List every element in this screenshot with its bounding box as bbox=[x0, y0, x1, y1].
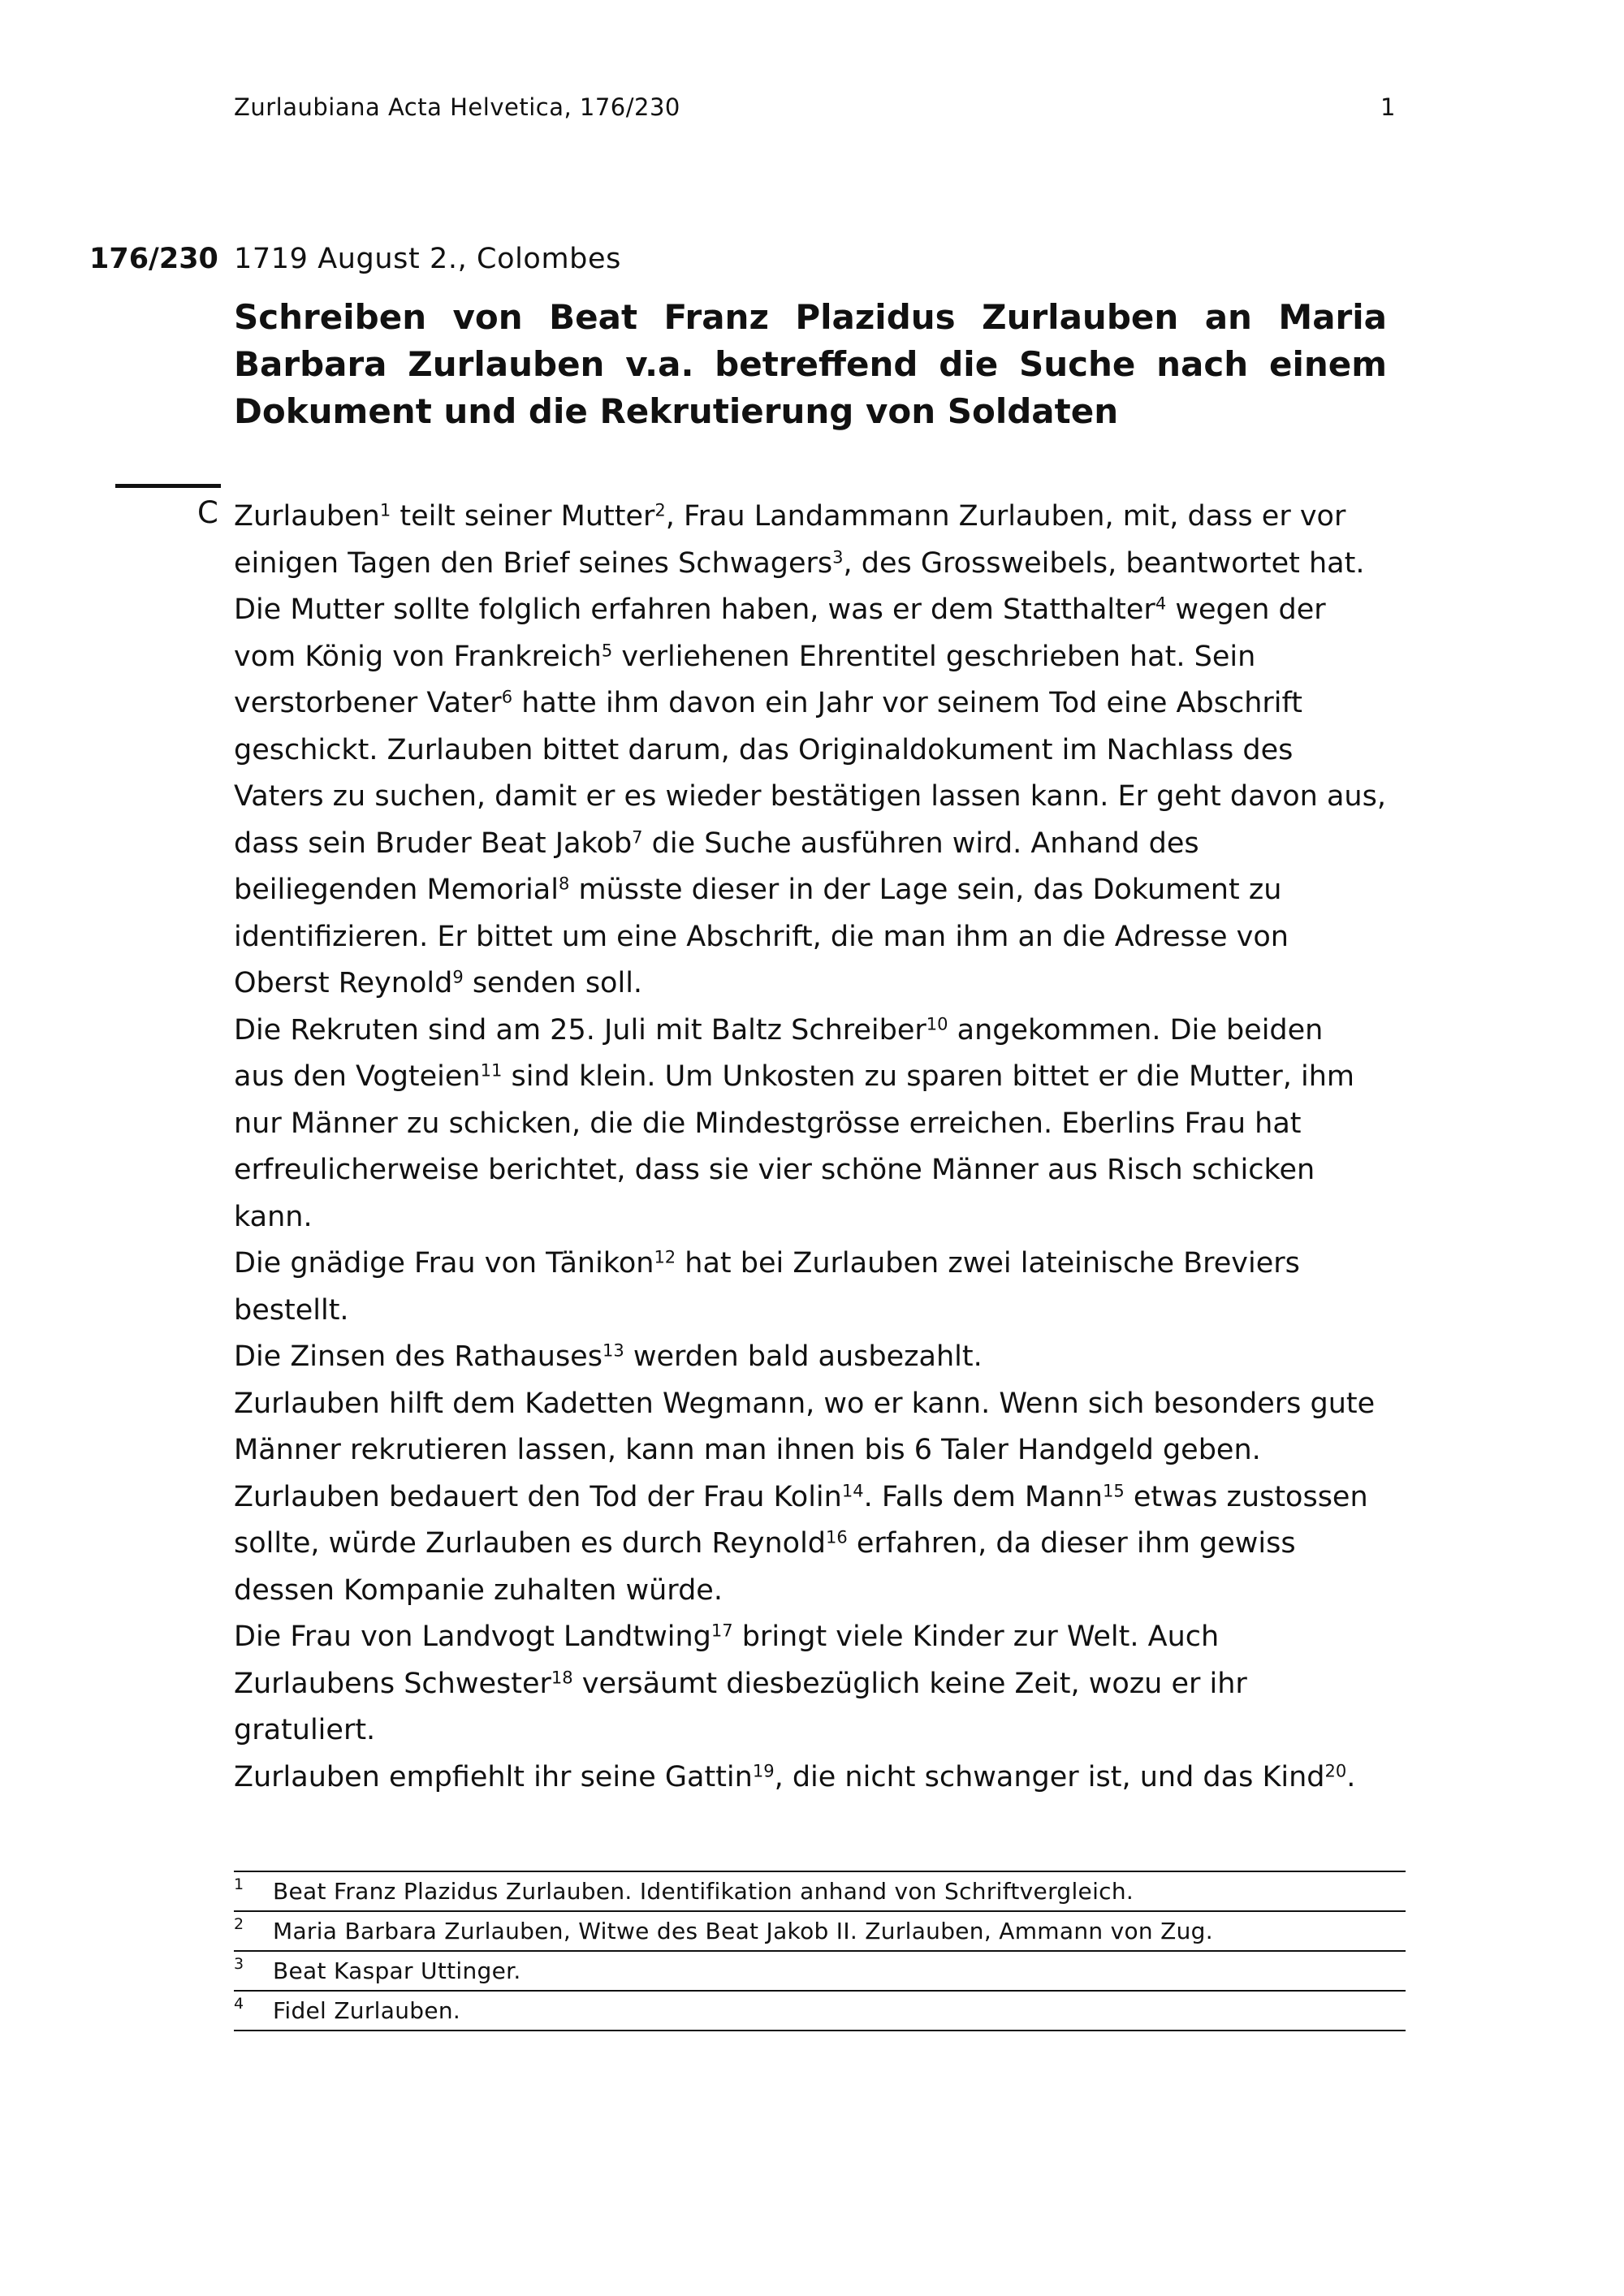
document-number: 176/230 bbox=[89, 243, 218, 275]
summary-line: dass sein Bruder Beat Jakob$^7$ die Suche ausführen wird. Anhand des bbox=[234, 826, 1199, 860]
summary-paragraph bbox=[234, 1474, 1419, 1615]
summary-line: Die Rekruten sind am 25. Juli mit Baltz Schreiber$^{10}$ angekommen. Die beiden bbox=[234, 1013, 1324, 1047]
footnote-ref: 4 bbox=[1155, 593, 1167, 614]
footnote-ref: 18 bbox=[551, 1667, 573, 1687]
footnote-ref: 7 bbox=[632, 826, 643, 847]
summary-line: Oberst Reynold$^9$ senden soll. bbox=[234, 967, 643, 999]
summary-paragraph bbox=[234, 1754, 1419, 1802]
footnote-text: Maria Barbara Zurlauben, Witwe des Beat Jakob II. Zurlauben, Ammann von Zug. bbox=[273, 1918, 1213, 1944]
document-title: Schreiben von Beat Franz Plazidus Zurlauben an Maria Barbara Zurlauben v.a. betreffend die Suche nach einem Dokument und die Rekrutierung von Soldaten bbox=[234, 297, 1387, 431]
summary-paragraph bbox=[234, 1008, 1419, 1241]
header-title: Zurlaubiana Acta Helvetica, 176/230 bbox=[234, 93, 680, 121]
footnotes bbox=[234, 1871, 1406, 2031]
summary-line: Zurlauben bedauert den Tod der Frau Kolin$^{14}$. Falls dem Mann$^{15}$ etwas zustossen bbox=[234, 1480, 1368, 1513]
summary-line: Die Frau von Landvogt Landtwing$^{17}$ bringt viele Kinder zur Welt. Auch bbox=[234, 1621, 1220, 1653]
summary-paragraph bbox=[234, 1334, 1419, 1381]
footnote-number: 1 bbox=[234, 1875, 244, 1893]
summary-line: kann. bbox=[234, 1200, 313, 1233]
summary-line: Vaters zu suchen, damit er es wieder bestätigen lassen kann. Er geht davon aus, bbox=[234, 780, 1386, 813]
footnote bbox=[234, 1990, 1406, 2031]
summary-line: sollte, würde Zurlauben es durch Reynold$^{16}$ erfahren, da dieser ihm gewiss bbox=[234, 1527, 1296, 1560]
date-place: 1719 August 2., Colombes bbox=[234, 243, 621, 275]
summary-line: geschickt. Zurlauben bittet darum, das Originaldokument im Nachlass des bbox=[234, 733, 1294, 766]
summary-line: aus den Vogteien$^{11}$ sind klein. Um Unkosten zu sparen bittet er die Mutter, ihm bbox=[234, 1060, 1354, 1093]
summary-line: dessen Kompanie zuhalten würde. bbox=[234, 1573, 723, 1607]
summary-paragraph bbox=[234, 494, 1419, 1008]
footnote-ref: 10 bbox=[926, 1013, 948, 1034]
footnote bbox=[234, 1910, 1406, 1950]
footnote-ref: 12 bbox=[654, 1247, 676, 1267]
summary-line: Männer rekrutieren lassen, kann man ihnen bis 6 Taler Handgeld geben. bbox=[234, 1434, 1261, 1466]
footnote-ref: 2 bbox=[654, 500, 666, 520]
summary-line: nur Männer zu schicken, die die Mindestgrösse erreichen. Eberlins Frau hat bbox=[234, 1107, 1302, 1140]
summary-paragraph bbox=[234, 1614, 1419, 1754]
footnote-ref: 14 bbox=[841, 1480, 864, 1500]
footnote-number: 2 bbox=[234, 1915, 244, 1933]
summary-line: Zurlaubens Schwester$^{18}$ versäumt diesbezüglich keine Zeit, wozu er ihr bbox=[234, 1667, 1247, 1700]
footnote-ref: 3 bbox=[832, 546, 844, 567]
summary-line: Die Zinsen des Rathauses$^{13}$ werden bald ausbezahlt. bbox=[234, 1340, 983, 1373]
footnote-number: 3 bbox=[234, 1955, 244, 1973]
summary-line: beiliegenden Memorial$^8$ müsste dieser in der Lage sein, das Dokument zu bbox=[234, 874, 1282, 906]
summary-line: einigen Tagen den Brief seines Schwagers$^3$, des Grossweibels, beantwortet hat. bbox=[234, 546, 1365, 580]
summary-line: identifizieren. Er bittet um eine Abschrift, die man ihm an die Adresse von bbox=[234, 920, 1289, 953]
summary-paragraph bbox=[234, 1381, 1419, 1474]
summary-line: vom König von Frankreich$^5$ verliehenen Ehrentitel geschrieben hat. Sein bbox=[234, 640, 1256, 673]
page-number: 1 bbox=[1380, 93, 1396, 121]
summary-line: Zurlauben hilft dem Kadetten Wegmann, wo er kann. Wenn sich besonders gute bbox=[234, 1387, 1376, 1420]
footnote-ref: 1 bbox=[379, 500, 391, 520]
summary-line: Zurlauben empfiehlt ihr seine Gattin$^{19}$, die nicht schwanger ist, und das Kind$^{20}$. bbox=[234, 1760, 1356, 1793]
summary-line: erfreulicherweise berichtet, dass sie vier schöne Männer aus Risch schicken bbox=[234, 1154, 1315, 1186]
footnote-number: 4 bbox=[234, 1995, 244, 2013]
footnote-ref: 11 bbox=[480, 1060, 503, 1081]
summary-line: verstorbener Vater$^6$ hatte ihm davon ein Jahr vor seinem Tod eine Abschrift bbox=[234, 687, 1302, 719]
footnote-ref: 16 bbox=[826, 1527, 848, 1547]
footnote-text: Beat Franz Plazidus Zurlauben. Identifikation anhand von Schriftvergleich. bbox=[273, 1878, 1134, 1905]
footnote-ref: 13 bbox=[602, 1340, 624, 1361]
footnote-ref: 5 bbox=[601, 640, 613, 660]
footnote-text: Fidel Zurlauben. bbox=[273, 1997, 461, 2024]
footnote-ref: 17 bbox=[710, 1621, 733, 1641]
footnote-ref: 15 bbox=[1102, 1480, 1125, 1500]
summary-text bbox=[234, 494, 1419, 1801]
footnote-ref: 20 bbox=[1324, 1760, 1347, 1780]
footnote-ref: 9 bbox=[452, 967, 464, 987]
footnote-ref: 19 bbox=[752, 1760, 775, 1780]
section-rule bbox=[115, 484, 221, 488]
summary-paragraph bbox=[234, 1241, 1419, 1334]
footnote-ref: 6 bbox=[501, 687, 513, 707]
footnote bbox=[234, 1950, 1406, 1990]
summary-line: gratuliert. bbox=[234, 1714, 376, 1746]
footnote-text: Beat Kaspar Uttinger. bbox=[273, 1957, 521, 1984]
footnote bbox=[234, 1871, 1406, 1910]
summary-line: Zurlauben$^1$ teilt seiner Mutter$^2$, Frau Landammann Zurlauben, mit, dass er vor bbox=[234, 500, 1346, 533]
footnote-ref: 8 bbox=[558, 874, 570, 894]
summary-line: bestellt. bbox=[234, 1293, 349, 1327]
summary-line: Die gnädige Frau von Tänikon$^{12}$ hat bei Zurlauben zwei lateinische Breviers bbox=[234, 1247, 1300, 1280]
summary-line: Die Mutter sollte folglich erfahren haben, was er dem Statthalter$^4$ wegen der bbox=[234, 593, 1326, 626]
section-marker: C bbox=[197, 495, 218, 530]
